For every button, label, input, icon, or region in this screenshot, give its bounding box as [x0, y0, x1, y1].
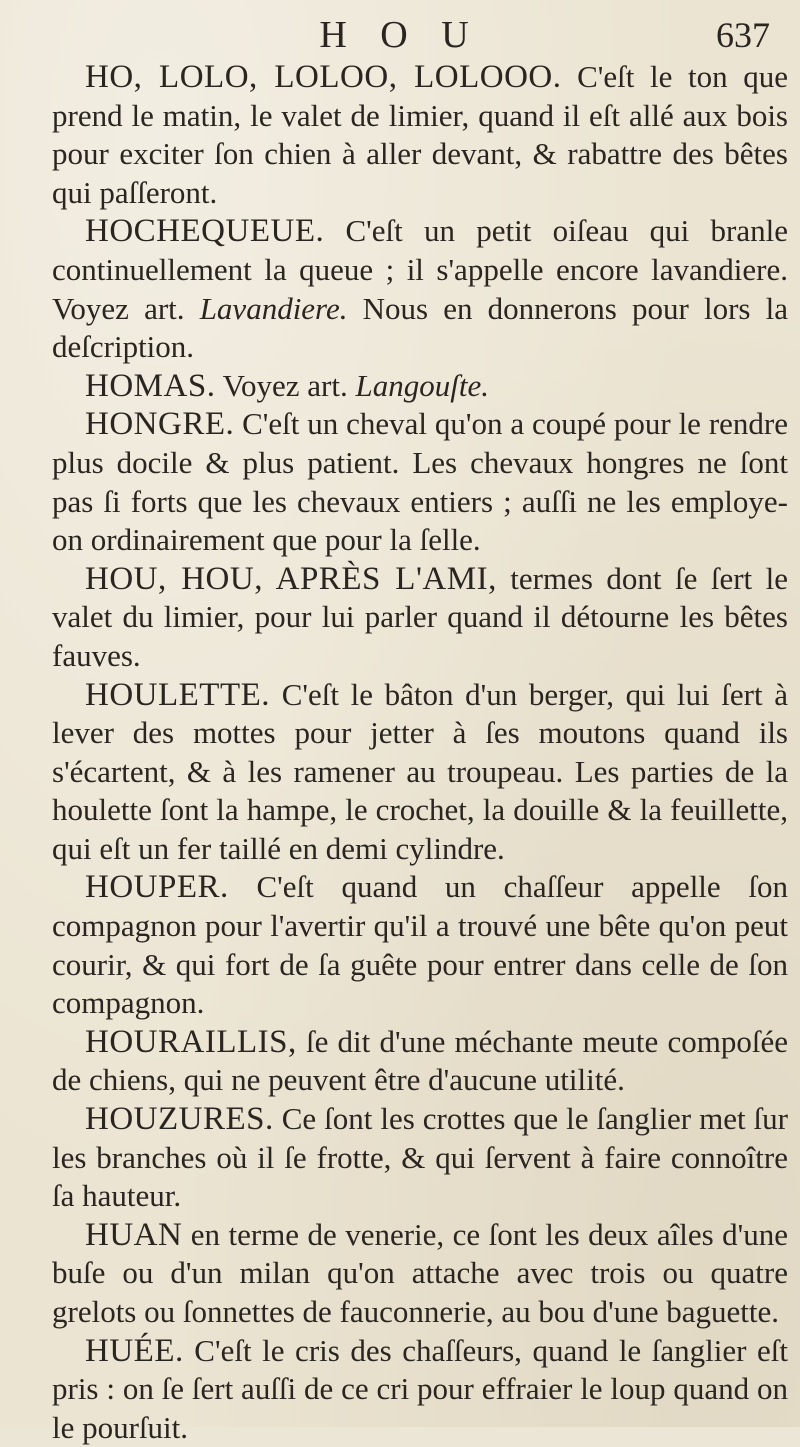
headword: HO, LOLO, LOLOO, LOLOOO. — [85, 59, 562, 95]
entry-text-after: Nous en donnerons pour lors la deſcription. — [52, 290, 788, 365]
entry-hochequeue — [52, 212, 788, 366]
dictionary-text — [52, 58, 788, 1447]
headword: HUAN — [85, 1216, 183, 1253]
entry-text: C'eſt un cheval qu'on a coupé pour le rendre plus docile & plus patient. Les chevaux hongres ne ſont pas ſi forts que les chevaux entiers ; auſſi ne les employe-on ordinairement que pour la ſelle. — [52, 406, 788, 558]
running-head: H O U — [319, 14, 481, 56]
entry-houzures — [52, 1100, 788, 1216]
entry-houlette — [52, 676, 788, 869]
entry-text: Ce ſont les crottes que le ſanglier met ſur les branches où il ſe frotte, & qui ſervent à faire connoître ſa hauteur. — [52, 1101, 788, 1214]
entry-houper — [52, 868, 788, 1022]
entry-text: Voyez art. — [215, 367, 356, 403]
entry-text: C'eſt quand un chaſſeur appelle ſon compagnon pour l'avertir qu'il a trouvé une bête qu'on peut courir, & qui fort de ſa guête pour entrer dans celle de ſon compagnon. — [52, 869, 788, 1021]
headword: HOURAILLIS, — [85, 1023, 297, 1060]
entry-huee — [52, 1332, 788, 1447]
entry-text: C'eſt le ton que prend le matin, le valet de limier, quand il eſt allé aux bois pour exciter ſon chien à aller devant, & rabattre des bêtes qui paſſeront. — [52, 59, 788, 210]
headword: HOULETTE. — [85, 676, 271, 713]
entry-text: C'eſt le cris des chaſſeurs, quand le ſanglier eſt pris : on ſe ſert auſſi de ce cri pour effraier le loup quand on le pourſuit. — [52, 1332, 788, 1445]
entry-text: termes dont ſe ſert le valet du limier, pour lui parler quand il détourne les bêtes fauves. — [52, 560, 788, 673]
entry-hou-hou — [52, 560, 788, 676]
cross-reference: Lavandiere. — [199, 290, 348, 326]
entry-text: C'eſt le bâton d'un berger, qui lui ſert à lever des mottes pour jetter à ſes moutons quand ils s'écartent, & à les ramener au troupeau. Les parties de la houlette ſont la hampe, le crochet, la douille & la feuillette, qui eſt un fer taillé en demi cylindre. — [52, 676, 788, 866]
entry-homas — [52, 367, 788, 406]
entry-text: C'eſt un petit oiſeau qui branle continuellement la queue ; il s'appelle encore lavandiere. Voyez art. — [52, 213, 788, 326]
headword: HOCHEQUEUE. — [85, 213, 325, 250]
entry-text: en terme de venerie, ce ſont les deux aîles d'une buſe ou d'un milan qu'on attache avec trois ou quatre grelots ou ſonnettes de fauconnerie, au bou d'une baguette. — [52, 1216, 788, 1329]
headword: HUÉE. — [85, 1332, 184, 1369]
headword: HOUPER. — [85, 869, 229, 906]
entry-text: ſe dit d'une méchante meute compoſée de chiens, qui ne peuvent être d'aucune utilité. — [52, 1023, 788, 1098]
page-header — [0, 12, 800, 58]
page-number: 637 — [716, 15, 770, 55]
entry-ho-lolo — [52, 58, 788, 212]
entry-huan — [52, 1216, 788, 1332]
headword: HOU, HOU, APRÈS L'AMI, — [85, 560, 497, 597]
entry-hongre — [52, 405, 788, 559]
cross-reference: Langouſte. — [355, 367, 489, 403]
entry-houraillis — [52, 1023, 788, 1100]
headword: HOUZURES. — [85, 1101, 274, 1138]
headword: HONGRE. — [85, 406, 235, 443]
headword: HOMAS. — [85, 367, 216, 404]
